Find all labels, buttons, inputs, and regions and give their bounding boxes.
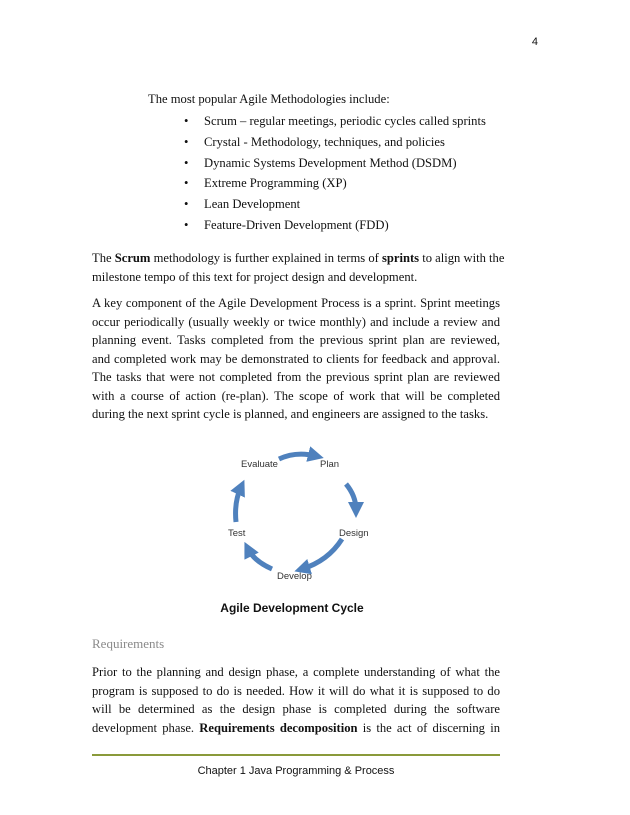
agile-cycle-diagram (210, 440, 385, 590)
page-number: 4 (531, 36, 538, 48)
bullet-icon: • (184, 155, 189, 170)
cycle-arrows (236, 454, 356, 569)
requirements-paragraph: Prior to the planning and design phase, a complete understanding of what the program is supposed to do is needed. How it will do what it is supposed to do will be determined as the design phase is completed during the software development phase. Requirements decomposition is the act of discerning in (92, 665, 500, 735)
sprint-paragraph: A key component of the Agile Development Process is a sprint. Sprint meetings occur periodically (usually weekly or twice monthly) and include a review and planning event. Tasks completed from the previous sprint plan are reviewed, and completed work may be demonstrated to clients for feedback and approval. The tasks that were not completed from the previous sprint plan are reviewed with a course of action (re-plan). The scope of work that will be completed during the next sprint cycle is planned, and engineers are assigned to the tasks. (92, 296, 500, 421)
bullet-icon: • (184, 114, 189, 128)
list-item: • Feature-Driven Development (FDD) (184, 215, 486, 236)
label-test: Test (228, 528, 246, 539)
arrow-test-to-evaluate (236, 487, 241, 522)
list-item: • Extreme Programming (XP) (184, 173, 486, 194)
list-item: • Dynamic Systems Development Method (DSDM) (184, 153, 486, 174)
diagram-caption: Agile Development Cycle (220, 601, 364, 615)
scrum-paragraph: The Scrum methodology is further explained in terms of sprints to align with the milestone tempo of this text for project design and development. (92, 251, 505, 284)
chapter-footer: Chapter 1 Java Programming & Process (197, 765, 395, 777)
footer-divider (92, 754, 500, 756)
arrow-evaluate-to-plan (279, 454, 316, 459)
section-heading: Requirements (92, 636, 165, 651)
bullet-icon: • (184, 134, 189, 149)
bullet-icon: • (184, 176, 189, 191)
arrow-develop-to-test (248, 549, 272, 569)
label-evaluate: Evaluate (241, 459, 278, 470)
label-design: Design (339, 528, 369, 539)
arrow-plan-to-design (346, 484, 356, 510)
intro-text: The most popular Agile Methodologies include: (148, 92, 390, 106)
methodology-list (184, 111, 486, 236)
label-plan: Plan (320, 459, 340, 470)
label-develop: Develop (277, 571, 312, 582)
sprints-term: sprints (381, 251, 420, 265)
arrow-design-to-develop (302, 539, 342, 569)
list-item: • Lean Development (184, 194, 486, 215)
list-item: • Scrum – regular meetings, periodic cycles called sprints (184, 111, 486, 132)
bullet-icon: • (184, 217, 189, 232)
list-item: • Crystal - Methodology, techniques, and policies (184, 132, 486, 153)
bullet-icon: • (184, 197, 189, 212)
scrum-term: Scrum (114, 251, 151, 265)
requirements-decomposition-term: Requirements decomposition (199, 720, 358, 735)
